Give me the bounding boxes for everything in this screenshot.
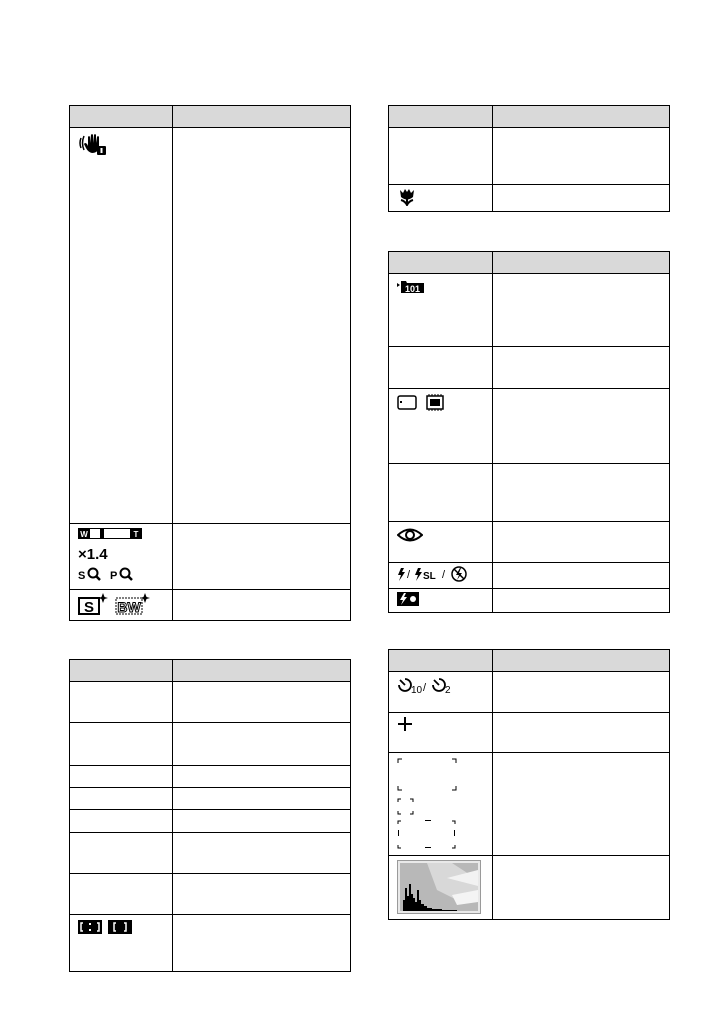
macro-desc-cell: [493, 185, 670, 212]
af-range-finder-icon: [78, 920, 134, 934]
indication-cell: [173, 682, 351, 723]
stabilizer-cell: [70, 128, 173, 524]
table-row: [70, 524, 351, 590]
display-cell: [70, 682, 173, 723]
table-row: [389, 522, 670, 563]
header-indication-cell: [493, 650, 670, 672]
color-mode-bw-icon: [116, 593, 150, 615]
zoom-tele-label: T: [133, 530, 139, 539]
table-header-row: [389, 252, 670, 274]
self-timer-icon: [399, 679, 423, 695]
memory-desc-cell: [493, 389, 670, 464]
table-row: [389, 563, 670, 589]
table-row: [389, 128, 670, 185]
table-row: [70, 810, 351, 833]
color-mode-desc-cell: [173, 590, 351, 621]
indication-cell: [173, 874, 351, 915]
svg-text:/: /: [407, 569, 411, 581]
table-row: [389, 713, 670, 753]
flash-mode-cell: [389, 563, 493, 589]
table-row: [389, 589, 670, 613]
table-row: [70, 682, 351, 723]
histogram-icon: [397, 860, 481, 914]
smart-zoom-s-icon: [89, 569, 101, 581]
indication-cell: [493, 347, 670, 389]
media-icons: [397, 393, 449, 411]
indication-cell: [173, 810, 351, 833]
memory-stick-icon: [398, 396, 416, 409]
slow-synchro-icon: [415, 568, 436, 582]
af-brackets-desc-cell: [493, 753, 670, 856]
header-display-cell: [389, 650, 493, 672]
spot-meter-desc-cell: [493, 713, 670, 753]
af-range-finder-frame-icon: [397, 758, 461, 850]
zoom-magnification: ×1.4: [78, 546, 108, 563]
self-timer-cell: [389, 672, 493, 713]
display-cell: [70, 723, 173, 766]
zoom-cell: [70, 524, 173, 590]
display-cell: [70, 810, 173, 833]
display-cell: [389, 347, 493, 389]
color-mode-s-icon: [79, 593, 108, 615]
indication-cell: [493, 464, 670, 522]
zoom-wide-label: W: [80, 530, 88, 539]
indication-cell: [173, 788, 351, 810]
color-mode-bw-label: BW: [117, 599, 141, 615]
table-header-row: [70, 660, 351, 682]
flash-mode-icons: [397, 565, 469, 583]
smart-zoom-letter: S: [78, 570, 86, 582]
table-row: [70, 766, 351, 788]
macro-cell: [389, 185, 493, 212]
svg-text:/: /: [423, 682, 427, 694]
zoom-scale-icon: [78, 527, 172, 541]
recording-folder-icon: [397, 280, 425, 294]
precision-zoom-p-icon: [121, 569, 133, 581]
table-row: [70, 723, 351, 766]
macro-tulip-icon: [397, 188, 417, 206]
header-display-cell: [70, 106, 173, 128]
precision-zoom-letter: P: [110, 570, 118, 582]
folder-cell: [389, 274, 493, 347]
indication-cell: [173, 766, 351, 788]
flash-off-icon: [452, 567, 466, 581]
self-timer-10-label: 10: [411, 685, 423, 695]
table-row: [389, 347, 670, 389]
header-indication-cell: [493, 106, 670, 128]
histogram-desc-cell: [493, 856, 670, 920]
table-row: [389, 672, 670, 713]
color-mode-icons: [78, 593, 150, 615]
table-row: [70, 590, 351, 621]
af-frame-cell: [70, 915, 173, 972]
header-indication-cell: [493, 252, 670, 274]
self-timer-desc-cell: [493, 672, 670, 713]
display-cell: [70, 766, 173, 788]
table-header-row: [389, 106, 670, 128]
af-frame-desc-cell: [173, 915, 351, 972]
red-eye-reduction-icon: [397, 527, 423, 543]
header-indication-cell: [173, 106, 351, 128]
spot-meter-crosshair-icon: [397, 716, 413, 732]
flash-charging-icon: [397, 591, 421, 607]
header-display-cell: [389, 106, 493, 128]
indication-cell: [493, 128, 670, 185]
header-display-cell: [70, 660, 173, 682]
table-row: [389, 464, 670, 522]
table-row: [389, 274, 670, 347]
folder-desc-cell: [493, 274, 670, 347]
indication-cell: [173, 723, 351, 766]
table-row: [70, 874, 351, 915]
table-row: [389, 185, 670, 212]
indication-cell: [173, 833, 351, 874]
folder-number: 101: [404, 284, 421, 294]
red-eye-cell: [389, 522, 493, 563]
memory-cell: [389, 389, 493, 464]
flash-mode-desc-cell: [493, 563, 670, 589]
red-eye-desc-cell: [493, 522, 670, 563]
table-header-row: [70, 106, 351, 128]
left-table-1: [69, 105, 351, 621]
header-display-cell: [389, 252, 493, 274]
right-table-3: [388, 649, 670, 920]
stabilizer-desc-cell: [173, 128, 351, 524]
right-table-1: [388, 105, 670, 212]
table-header-row: [389, 650, 670, 672]
right-table-2: [388, 251, 670, 613]
table-row: [70, 788, 351, 810]
zoom-desc-cell: [173, 524, 351, 590]
internal-memory-icon: [427, 394, 443, 411]
self-timer-icons: [397, 677, 457, 695]
table-row: [70, 128, 351, 524]
display-cell: [389, 128, 493, 185]
histogram-cell: [389, 856, 493, 920]
svg-text:/: /: [442, 569, 446, 581]
color-mode-cell: [70, 590, 173, 621]
display-cell: [389, 464, 493, 522]
table-row: [70, 915, 351, 972]
display-cell: [70, 874, 173, 915]
flash-charging-desc-cell: [493, 589, 670, 613]
steady-shot-hand-icon: [78, 132, 110, 161]
table-row: [389, 389, 670, 464]
display-cell: [70, 833, 173, 874]
af-brackets-cell: [389, 753, 493, 856]
left-table-2: [69, 659, 351, 972]
table-row: [389, 753, 670, 856]
spot-meter-cell: [389, 713, 493, 753]
self-timer-2-icon: [433, 679, 451, 695]
zoom-type-icons: [78, 566, 172, 582]
slow-sync-label: SL: [423, 571, 436, 582]
self-timer-2-label: 2: [445, 685, 451, 695]
table-row: [70, 833, 351, 874]
color-mode-s-label: S: [83, 599, 95, 615]
display-cell: [70, 788, 173, 810]
header-indication-cell: [173, 660, 351, 682]
table-row: [389, 856, 670, 920]
flash-on-icon: [398, 568, 405, 581]
flash-charging-cell: [389, 589, 493, 613]
